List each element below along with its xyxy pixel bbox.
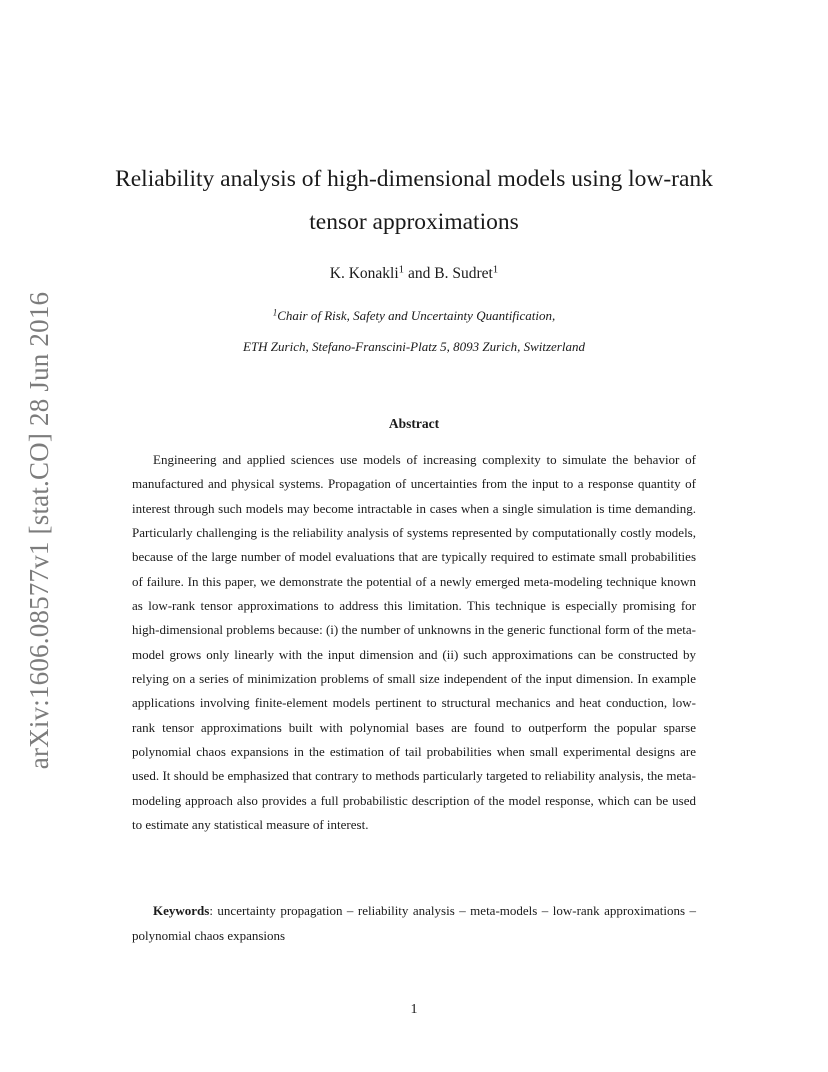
affiliation-marker: 1 — [272, 307, 278, 318]
keywords-paragraph — [132, 899, 696, 948]
paper-title: Reliability analysis of high-dimensional models using low-rank tensor approximations — [115, 166, 713, 235]
author-separator: and — [404, 265, 435, 282]
page-number: 1 — [410, 1002, 418, 1017]
arxiv-identifier-stamp — [18, 288, 62, 772]
author-name: K. Konakli — [329, 265, 399, 282]
affiliation-marker: 1 — [492, 263, 499, 276]
author-line — [0, 263, 828, 285]
affiliation-marker: 1 — [398, 263, 405, 276]
keywords-separator: : — [209, 903, 218, 918]
affiliation-text: Chair of Risk, Safety and Uncertainty Quantification, — [277, 308, 556, 323]
keywords-label: Keywords — [153, 903, 210, 918]
abstract-body: Engineering and applied sciences use models of increasing complexity to simulate the behavior of manufactured and physical systems. Propagation of uncertainties from the input to a response quantity of interest through such models may become intractable in cases when a single simulation is time demanding. Particularly challenging is the reliability analysis of systems represented by computationally costly models, because of the large number of model evaluations that are typically required to estimate small probabilities of failure. In this paper, we demonstrate the potential of a newly emerged meta-modeling technique known as low-rank tensor approximations to address this limitation. This technique is especially promising for high-dimensional problems because: (i) the number of unknowns in the generic functional form of the meta-model grows only linearly with the input dimension and (ii) such approximations can be constructed by relying on a series of minimization problems of small size independent of the input dimension. In example applications involving finite-element models pertinent to structural mechanics and heat conduction, low-rank tensor approximations built with polynomial bases are found to outperform the popular sparse polynomial chaos expansions in the estimation of tail probabilities when small experimental designs are used. It should be emphasized that contrary to methods particularly targeted to reliability analysis, the meta-modeling approach also provides a full probabilistic description of the model response, which can be used to estimate any statistical measure of interest. — [132, 452, 696, 833]
affiliation-line-1 — [0, 306, 828, 326]
keywords-text: uncertainty propagation – reliability analysis – meta-models – low-rank approximations – polynomial chaos expansions — [132, 903, 696, 943]
author-name: B. Sudret — [434, 265, 493, 282]
arxiv-identifier-text: arXiv:1606.08577v1 [stat.CO] 28 Jun 2016 — [24, 291, 55, 769]
abstract-heading: Abstract — [388, 416, 440, 431]
affiliation-line-2: ETH Zurich, Stefano-Franscini-Platz 5, 8093 Zurich, Switzerland — [243, 339, 585, 354]
